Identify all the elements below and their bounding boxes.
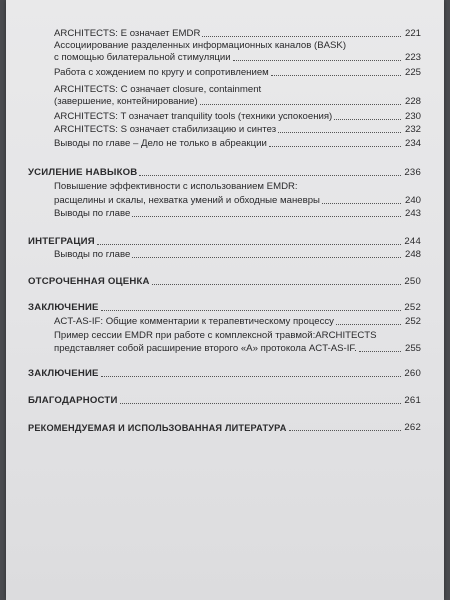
- dot-leader: [289, 430, 401, 431]
- toc-section: РЕКОМЕНДУЕМАЯ И ИСПОЛЬЗОВАННАЯ ЛИТЕРАТУРА 262: [28, 422, 421, 433]
- dot-leader: [233, 60, 401, 61]
- dot-leader: [200, 104, 401, 105]
- dot-leader: [271, 75, 401, 76]
- page-number: 240: [404, 195, 421, 206]
- toc-entry: с помощью билатеральной стимуляции 223: [54, 52, 421, 63]
- toc-entry-line1: Повышение эффективности с использованием EMDR:: [54, 181, 298, 192]
- page-number: 221: [404, 28, 421, 39]
- dot-leader: [322, 203, 401, 204]
- page-number: 243: [404, 208, 421, 219]
- dot-leader: [336, 324, 401, 325]
- toc-section: БЛАГОДАРНОСТИ 261: [28, 395, 421, 406]
- page-number: 252: [404, 316, 421, 327]
- page-number: 248: [404, 249, 421, 260]
- page-number: 230: [404, 111, 421, 122]
- toc-section: ИНТЕГРАЦИЯ 244: [28, 236, 421, 247]
- page-number: 223: [404, 52, 421, 63]
- dot-leader: [97, 244, 401, 245]
- toc-entry: Выводы по главе 248: [54, 249, 421, 260]
- toc-entry-line1: ARCHITECTS: C означает closure, containment: [54, 84, 262, 95]
- page-number: 232: [404, 124, 421, 135]
- toc-entry: представляет собой расширение второго «А» протокола ACT-AS-IF. 255: [54, 343, 421, 354]
- page-number: 250: [404, 276, 421, 287]
- dot-leader: [139, 175, 401, 176]
- toc-entry: Выводы по главе 243: [54, 208, 421, 219]
- toc-entry: расщелины и скалы, нехватка умений и обходные маневры 240: [54, 195, 421, 206]
- toc-entry: (завершение, контейнирование) 228: [54, 96, 421, 107]
- toc-entry: Выводы по главе – Дело не только в абреакции 234: [54, 138, 421, 149]
- toc-entry: Работа с хождением по кругу и сопротивлением 225: [54, 67, 421, 78]
- dot-leader: [359, 351, 401, 352]
- dot-leader: [120, 403, 401, 404]
- dot-leader: [278, 132, 401, 133]
- page-number: 255: [404, 343, 421, 354]
- page-number: 244: [404, 236, 421, 247]
- dot-leader: [132, 216, 401, 217]
- toc-section: ЗАКЛЮЧЕНИЕ 260: [28, 368, 421, 379]
- dot-leader: [132, 257, 401, 258]
- toc-entry: ARCHITECTS: S означает стабилизацию и синтез 232: [54, 124, 421, 135]
- dot-leader: [101, 310, 401, 311]
- dot-leader: [152, 284, 401, 285]
- toc-section: ОТСРОЧЕННАЯ ОЦЕНКА 250: [28, 276, 421, 287]
- book-page: [6, 0, 444, 600]
- dot-leader: [269, 146, 401, 147]
- dot-leader: [334, 119, 401, 120]
- page-number: 262: [404, 422, 421, 433]
- page-number: 260: [404, 368, 421, 379]
- page-number: 225: [404, 67, 421, 78]
- toc-entry: ACT-AS-IF: Общие комментарии к терапевтическому процессу 252: [54, 316, 421, 327]
- toc-entry-line1: Ассоциирование разделенных информационных каналов (BASK): [54, 40, 347, 51]
- toc-entry: ARCHITECTS: E означает EMDR 221: [54, 28, 421, 39]
- page-number: 234: [404, 138, 421, 149]
- toc-section: ЗАКЛЮЧЕНИЕ 252: [28, 302, 421, 313]
- toc-entry: ARCHITECTS: T означает tranquility tools (техники успокоения) 230: [54, 111, 421, 122]
- dot-leader: [202, 36, 401, 37]
- dot-leader: [101, 376, 401, 377]
- page-number: 228: [404, 96, 421, 107]
- page-number: 236: [404, 167, 421, 178]
- toc-section: УСИЛЕНИЕ НАВЫКОВ 236: [28, 167, 421, 178]
- page-number: 252: [404, 302, 421, 313]
- page-number: 261: [404, 395, 421, 406]
- toc-entry-line1: Пример сессии EMDR при работе с комплексной травмой:ARCHITECTS: [54, 330, 377, 341]
